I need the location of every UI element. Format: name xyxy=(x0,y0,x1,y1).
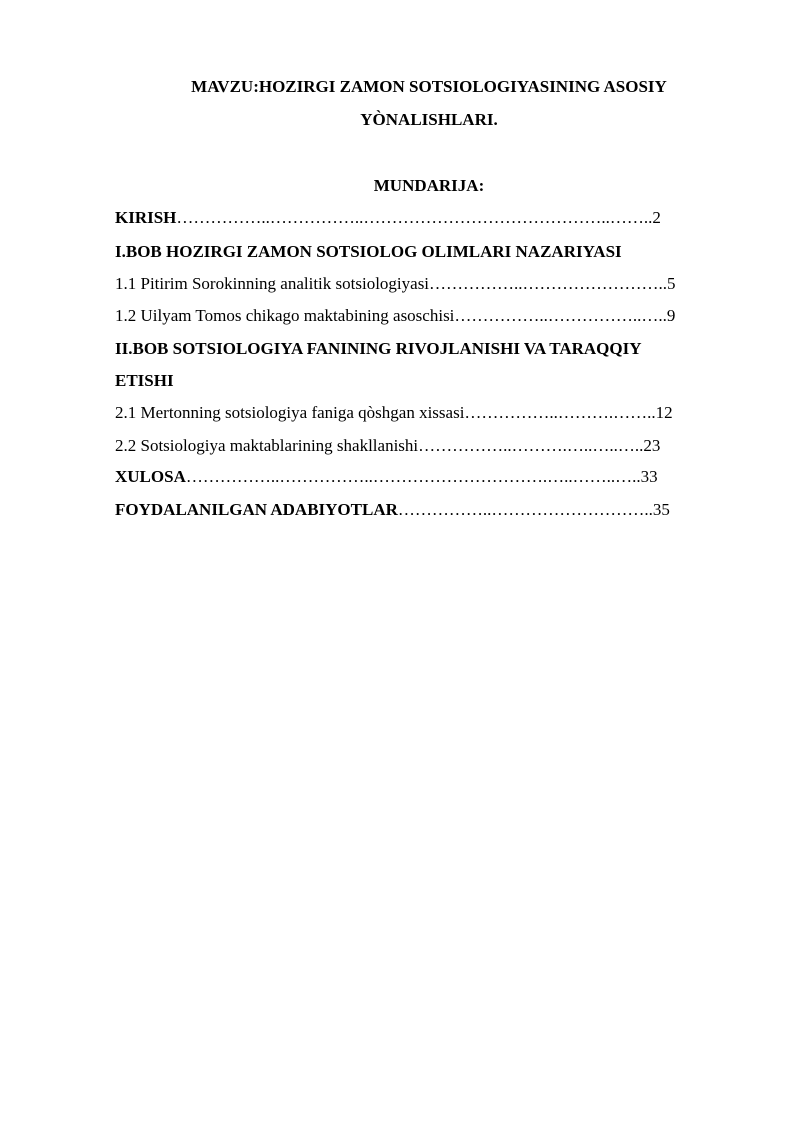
toc-entry-leader: ……………..……………………….. xyxy=(397,500,653,519)
toc-entry-chapter-2-continued xyxy=(115,371,174,391)
toc-entry-references xyxy=(115,500,670,520)
toc-entry-label: I.BOB HOZIRGI ZAMON SOTSIOLOG OLIMLARI NAZARIYASI xyxy=(115,242,622,261)
toc-entry-page: 35 xyxy=(652,500,670,519)
toc-entry-label: XULOSA xyxy=(115,467,186,486)
document-title-line-2: YÒNALISHLARI. xyxy=(360,110,498,129)
toc-entry-label: II.BOB SOTSIOLOGIYA FANINING RIVOJLANISHI VA TARAQQIY xyxy=(115,339,642,358)
toc-entry-page: 5 xyxy=(667,274,676,293)
toc-entry-page: 33 xyxy=(640,467,658,486)
toc-entry-conclusion xyxy=(115,467,658,487)
toc-entry-section-1-1 xyxy=(115,274,676,294)
toc-entry-label: 2.2 Sotsiologiya maktablarining shakllanishi xyxy=(115,436,419,455)
toc-entry-leader: ……………..……………..….. xyxy=(454,306,667,325)
toc-entry-chapter-2 xyxy=(115,339,642,359)
toc-entry-leader: ……………..…………………….. xyxy=(429,274,668,293)
toc-entry-section-2-1 xyxy=(115,403,673,423)
contents-heading: MUNDARIJA: xyxy=(373,176,485,195)
toc-entry-chapter-1 xyxy=(115,242,622,262)
toc-entry-section-1-2 xyxy=(115,306,675,326)
toc-entry-page: 9 xyxy=(666,306,676,325)
toc-entry-label: ETISHI xyxy=(115,371,174,390)
toc-entry-section-2-2 xyxy=(115,436,660,456)
toc-entry-introduction xyxy=(115,208,661,228)
document-title-line-1: MAVZU:HOZIRGI ZAMON SOTSIOLOGIYASINING ASOSIY xyxy=(191,77,667,96)
toc-entry-leader: ……………..……….…….. xyxy=(464,403,656,422)
toc-entry-label: FOYDALANILGAN ADABIYOTLAR xyxy=(115,500,398,519)
toc-entry-label: 1.1 Pitirim Sorokinning analitik sotsiologiyasi xyxy=(115,274,430,293)
toc-entry-page: 23 xyxy=(643,436,661,455)
toc-entry-label: KIRISH xyxy=(115,208,177,227)
toc-entry-page: 12 xyxy=(655,403,673,422)
toc-entry-label: 1.2 Uilyam Tomos chikago maktabining asoschisi xyxy=(115,306,455,325)
toc-entry-leader: ……………..……………..……………………………………..…….. xyxy=(176,208,653,227)
toc-entry-page: 2 xyxy=(652,208,661,227)
toc-entry-label: 2.1 Mertonning sotsiologiya faniga qòshgan xissasi xyxy=(115,403,465,422)
toc-entry-leader: ……………..……….…..…..….. xyxy=(418,436,644,455)
toc-entry-leader: ……………..……………..………………………….…..……..….. xyxy=(185,467,641,486)
